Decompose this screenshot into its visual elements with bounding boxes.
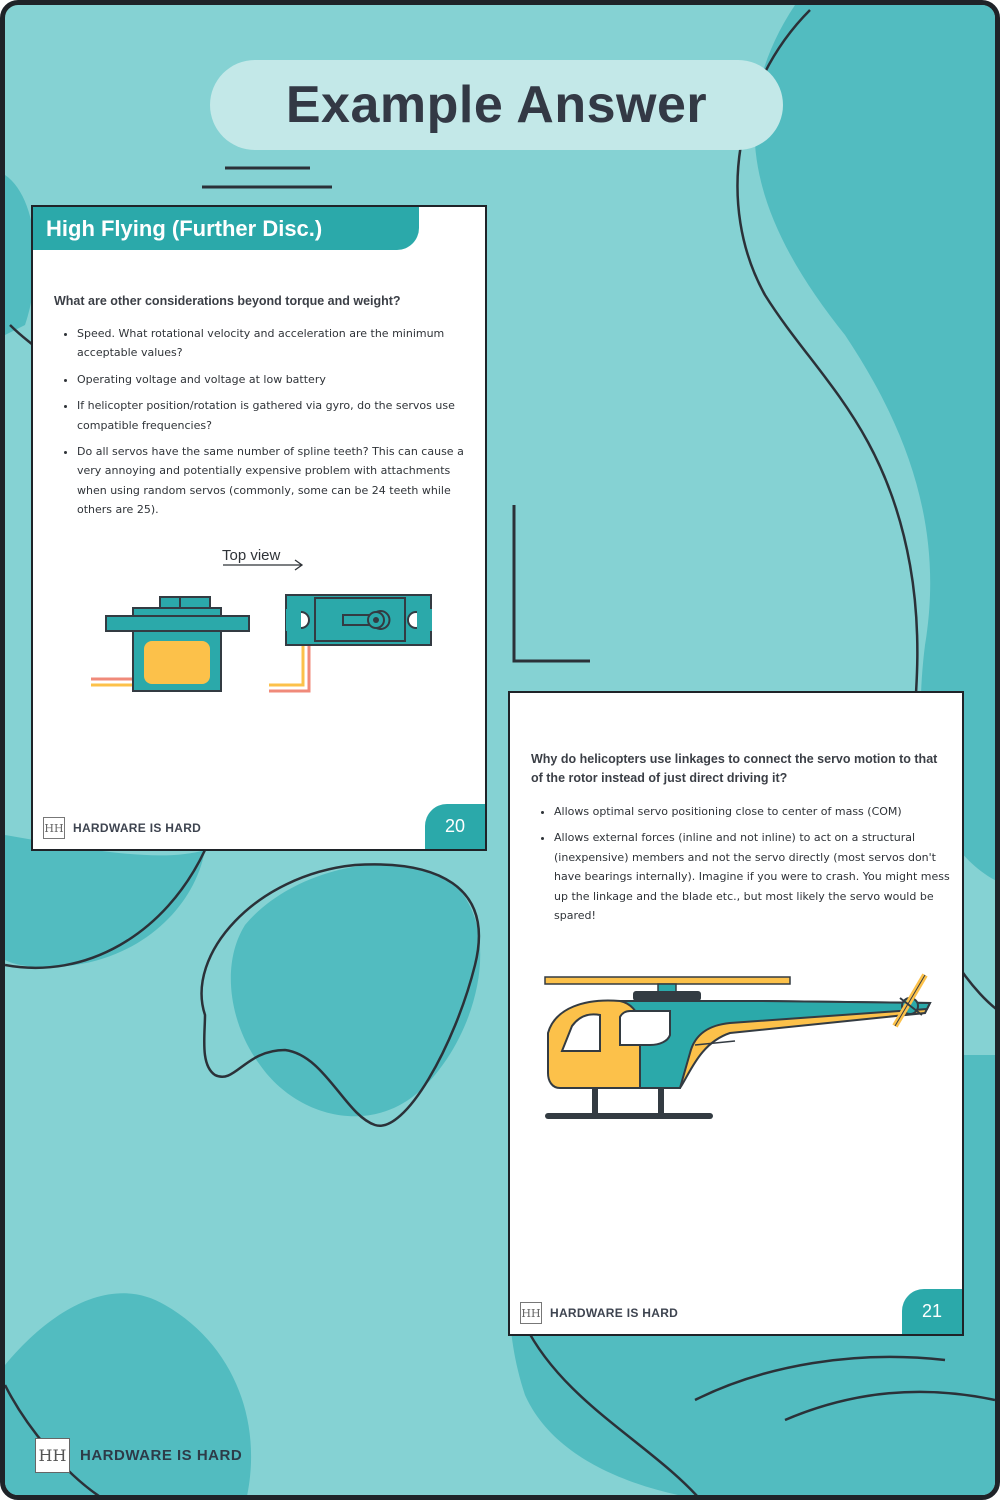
footer-brand bbox=[520, 1302, 678, 1324]
top-view-label: Top view bbox=[222, 547, 281, 564]
page-number: 21 bbox=[902, 1289, 962, 1334]
bullet-item: • Allows external forces (inline and not inline) to act on a structural (inexpensive) members and not the servo directly (most servos don't have bearings internally). Imagine if you were to crash. You might mess up the linkage and the blade etc., but most likely the servo would be spared! bbox=[554, 828, 954, 925]
bullet-list bbox=[532, 802, 954, 932]
slide-question: Why do helicopters use linkages to connect the servo motion to that of the rotor instead of just direct driving it? bbox=[531, 752, 938, 785]
bullet-item: • If helicopter position/rotation is gathered via gyro, do the servos use compatible frequencies? bbox=[77, 396, 477, 435]
bullet-item: • Speed. What rotational velocity and acceleration are the minimum acceptable values? bbox=[77, 324, 477, 363]
brand-logo-icon: HH bbox=[35, 1438, 70, 1473]
helicopter-icon bbox=[545, 975, 930, 1119]
footer-brand bbox=[43, 817, 201, 839]
page-number: 20 bbox=[425, 804, 485, 849]
bullet-item: • Do all servos have the same number of spline teeth? This can cause a very annoying and potentially expensive problem with attachments when using random servos (commonly, some can be 24 teeth while others are 25). bbox=[77, 442, 477, 520]
brand-name: HARDWARE IS HARD bbox=[80, 1447, 243, 1464]
corner-brand bbox=[35, 1438, 242, 1473]
brand-name: HARDWARE IS HARD bbox=[73, 821, 202, 835]
slide-question: What are other considerations beyond torque and weight? bbox=[54, 294, 401, 308]
servo-side-view-icon bbox=[91, 597, 249, 691]
slide-page-21 bbox=[508, 691, 964, 1336]
brand-name: HARDWARE IS HARD bbox=[550, 1306, 679, 1320]
slide-page-20 bbox=[31, 205, 487, 851]
bg-blob-left bbox=[5, 835, 205, 967]
bullet-list bbox=[55, 324, 477, 527]
servo-diagram bbox=[33, 557, 489, 707]
brand-logo-icon: HH bbox=[43, 817, 65, 839]
top-view-arrow bbox=[223, 560, 302, 570]
bullet-item: • Operating voltage and voltage at low battery bbox=[77, 370, 477, 389]
bg-line-topleft bbox=[10, 325, 33, 345]
servo-top-view-icon bbox=[269, 595, 432, 691]
deco-corner bbox=[514, 505, 590, 661]
page-title: Example Answer bbox=[285, 76, 708, 134]
title-pill bbox=[210, 60, 783, 150]
brand-logo-icon: HH bbox=[520, 1302, 542, 1324]
helicopter-illustration bbox=[530, 963, 940, 1133]
bg-blob-mid bbox=[231, 864, 480, 1116]
bullet-item: • Allows optimal servo positioning close to center of mass (COM) bbox=[554, 802, 954, 821]
slide-banner-title: High Flying (Further Disc.) bbox=[33, 207, 419, 250]
